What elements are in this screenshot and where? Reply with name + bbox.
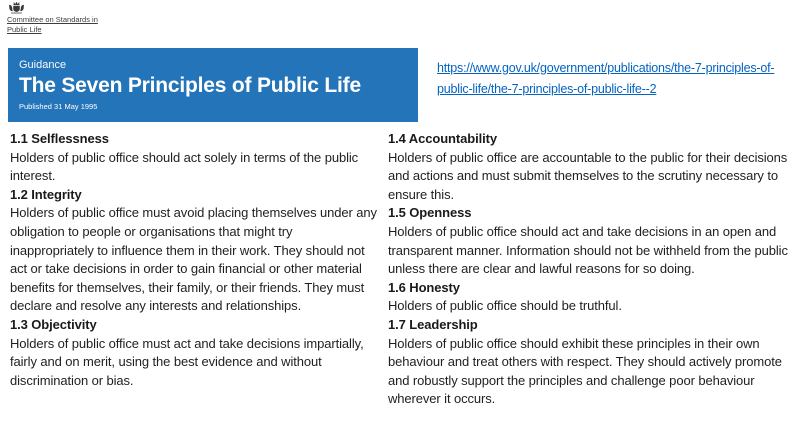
principles-content — [10, 130, 792, 409]
principle-heading-objectivity: 1.3 Objectivity — [10, 316, 97, 332]
principle-body-openness: Holders of public office should act and take decisions in an open and transparent manner. Information should not be withheld from the public unless there are clear and lawful reasons for so doing. — [388, 223, 788, 277]
banner-kicker: Guidance — [19, 59, 67, 71]
principle-heading-accountability: 1.4 Accountability — [388, 131, 497, 146]
org-home-link[interactable]: Committee on Standards in Public Life — [7, 15, 98, 34]
published-date: Published 31 May 1995 — [19, 102, 98, 111]
guidance-banner — [8, 48, 418, 122]
principle-body-objectivity: Holders of public office must act and take decisions impartially, fairly and on merit, using the best evidence and without discrimination or bias. — [10, 335, 364, 388]
principle-heading-leadership: 1.7 Leadership — [388, 316, 478, 332]
principle-heading-selflessness: 1.1 Selflessness — [10, 131, 109, 146]
principles-column-left — [10, 130, 378, 409]
principle-body-integrity: Holders of public office must avoid placing themselves under any obligation to people or organisations that might try inappropriately to influence them in their work. They should not act or take decisions in order to gain financial or other material benefits for themselves, their family, or their friends. They must declare and resolve any interests and relationships. — [10, 205, 377, 314]
site-masthead — [7, 2, 103, 34]
principles-column-right — [388, 130, 792, 409]
principle-heading-openness: 1.5 Openness — [388, 205, 472, 221]
principle-heading-integrity: 1.2 Integrity — [10, 186, 82, 202]
principle-body-selflessness: Holders of public office should act solely in terms of the public interest. — [10, 149, 359, 184]
royal-coat-of-arms-icon — [8, 2, 25, 14]
page-title: The Seven Principles of Public Life — [19, 74, 361, 97]
principle-heading-honesty: 1.6 Honesty — [388, 279, 460, 295]
source-url-link[interactable]: https://www.gov.uk/government/publications/the-7-principles-of-public-life/the-7-principles-of-public-life--2 — [437, 61, 775, 96]
principle-body-honesty: Holders of public office should be truthful. — [388, 298, 622, 314]
principle-body-accountability: Holders of public office are accountable to the public for their decisions and actions and must submit themselves to the scrutiny necessary to ensure this. — [388, 149, 788, 202]
principle-body-leadership: Holders of public office should exhibit these principles in their own behaviour and treat others with respect. They should actively promote and robustly support the principles and challenge poor behaviour wherever it occurs. — [388, 335, 782, 407]
